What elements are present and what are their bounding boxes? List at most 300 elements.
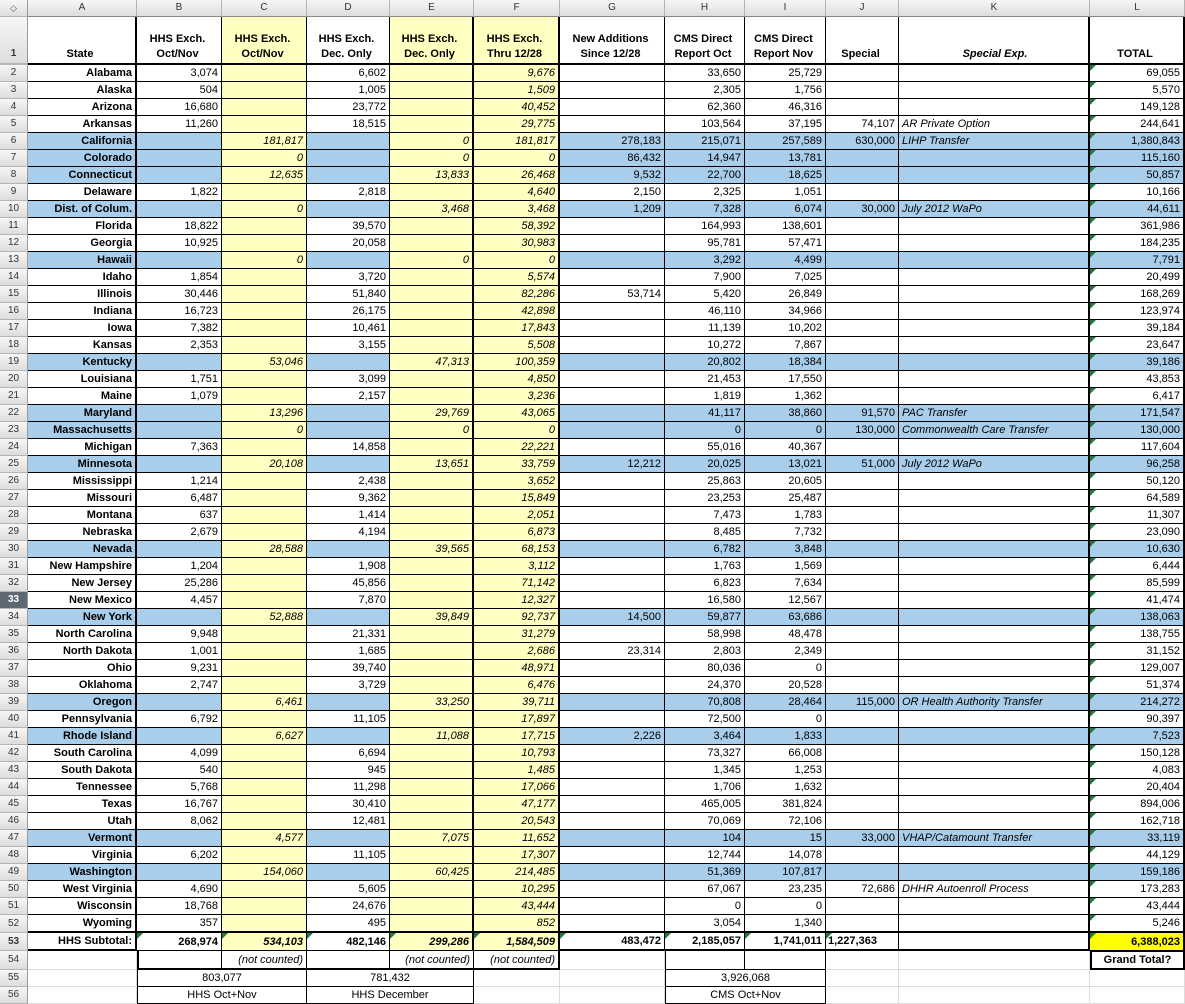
cell-D21[interactable]: 2,157 bbox=[307, 388, 390, 405]
cell-H31[interactable]: 1,763 bbox=[665, 558, 745, 575]
cell-A32[interactable]: New Jersey bbox=[28, 575, 137, 592]
row-header-50[interactable]: 50 bbox=[0, 881, 28, 898]
cell-C18[interactable] bbox=[222, 337, 307, 354]
cell-L46[interactable]: 162,718 bbox=[1090, 813, 1185, 830]
cell-K52[interactable] bbox=[899, 915, 1090, 933]
cell-B50[interactable]: 4,690 bbox=[137, 881, 222, 898]
cell-E10[interactable]: 3,468 bbox=[390, 201, 474, 218]
cell-H45[interactable]: 465,005 bbox=[665, 796, 745, 813]
cell-C48[interactable] bbox=[222, 847, 307, 864]
cell-I48[interactable]: 14,078 bbox=[745, 847, 826, 864]
cell-J33[interactable] bbox=[826, 592, 899, 609]
cell-B14[interactable]: 1,854 bbox=[137, 269, 222, 286]
cell-J11[interactable] bbox=[826, 218, 899, 235]
cell-K55[interactable] bbox=[899, 970, 1090, 987]
cell-C11[interactable] bbox=[222, 218, 307, 235]
cell-H32[interactable]: 6,823 bbox=[665, 575, 745, 592]
cell-A38[interactable]: Oklahoma bbox=[28, 677, 137, 694]
cell-L31[interactable]: 6,444 bbox=[1090, 558, 1185, 575]
cell-F25[interactable]: 33,759 bbox=[474, 456, 560, 473]
cell-J17[interactable] bbox=[826, 320, 899, 337]
cell-A30[interactable]: Nevada bbox=[28, 541, 137, 558]
cell-F9[interactable]: 4,640 bbox=[474, 184, 560, 201]
cell-D30[interactable] bbox=[307, 541, 390, 558]
cell-E20[interactable] bbox=[390, 371, 474, 388]
cell-B32[interactable]: 25,286 bbox=[137, 575, 222, 592]
cell-L30[interactable]: 10,630 bbox=[1090, 541, 1185, 558]
column-title-F[interactable]: HHS Exch. Thru 12/28 bbox=[474, 17, 560, 65]
cell-I22[interactable]: 38,860 bbox=[745, 405, 826, 422]
cell-K10[interactable]: July 2012 WaPo bbox=[899, 201, 1090, 218]
cell-D25[interactable] bbox=[307, 456, 390, 473]
row-header-55[interactable]: 55 bbox=[0, 970, 28, 987]
cell-A36[interactable]: North Dakota bbox=[28, 643, 137, 660]
cell-G20[interactable] bbox=[560, 371, 665, 388]
cell-A35[interactable]: North Carolina bbox=[28, 626, 137, 643]
row-header-17[interactable]: 17 bbox=[0, 320, 28, 337]
column-header-B[interactable]: B bbox=[137, 0, 222, 17]
cell-H26[interactable]: 25,863 bbox=[665, 473, 745, 490]
cell-B52[interactable]: 357 bbox=[137, 915, 222, 933]
cell-H22[interactable]: 41,117 bbox=[665, 405, 745, 422]
row-header-14[interactable]: 14 bbox=[0, 269, 28, 286]
cell-C6[interactable]: 181,817 bbox=[222, 133, 307, 150]
cell-L4[interactable]: 149,128 bbox=[1090, 99, 1185, 116]
cell-H17[interactable]: 11,139 bbox=[665, 320, 745, 337]
cell-A11[interactable]: Florida bbox=[28, 218, 137, 235]
cell-K27[interactable] bbox=[899, 490, 1090, 507]
cell-B9[interactable]: 1,822 bbox=[137, 184, 222, 201]
cell-G33[interactable] bbox=[560, 592, 665, 609]
cell-I12[interactable]: 57,471 bbox=[745, 235, 826, 252]
cell-L49[interactable]: 159,186 bbox=[1090, 864, 1185, 881]
cell-H10[interactable]: 7,328 bbox=[665, 201, 745, 218]
row-header-51[interactable]: 51 bbox=[0, 898, 28, 915]
cell-K46[interactable] bbox=[899, 813, 1090, 830]
cell-H5[interactable]: 103,564 bbox=[665, 116, 745, 133]
cell-L7[interactable]: 115,160 bbox=[1090, 150, 1185, 167]
cell-A26[interactable]: Mississippi bbox=[28, 473, 137, 490]
cell-C52[interactable] bbox=[222, 915, 307, 933]
cell-F49[interactable]: 214,485 bbox=[474, 864, 560, 881]
cell-D28[interactable]: 1,414 bbox=[307, 507, 390, 524]
cell-E15[interactable] bbox=[390, 286, 474, 303]
cell-H37[interactable]: 80,036 bbox=[665, 660, 745, 677]
cell-I33[interactable]: 12,567 bbox=[745, 592, 826, 609]
cell-I52[interactable]: 1,340 bbox=[745, 915, 826, 933]
cell-H54[interactable] bbox=[665, 951, 745, 970]
cell-E5[interactable] bbox=[390, 116, 474, 133]
cell-A53[interactable]: HHS Subtotal: bbox=[28, 933, 137, 951]
cell-K28[interactable] bbox=[899, 507, 1090, 524]
cell-C22[interactable]: 13,296 bbox=[222, 405, 307, 422]
cell-K51[interactable] bbox=[899, 898, 1090, 915]
cell-H24[interactable]: 55,016 bbox=[665, 439, 745, 456]
row-header-35[interactable]: 35 bbox=[0, 626, 28, 643]
cell-C37[interactable] bbox=[222, 660, 307, 677]
cell-A45[interactable]: Texas bbox=[28, 796, 137, 813]
cell-K15[interactable] bbox=[899, 286, 1090, 303]
cell-I44[interactable]: 1,632 bbox=[745, 779, 826, 796]
cell-J39[interactable]: 115,000 bbox=[826, 694, 899, 711]
row-header-16[interactable]: 16 bbox=[0, 303, 28, 320]
cell-A21[interactable]: Maine bbox=[28, 388, 137, 405]
cell-G53[interactable]: 483,472 bbox=[560, 933, 665, 951]
cell-I27[interactable]: 25,487 bbox=[745, 490, 826, 507]
cell-D18[interactable]: 3,155 bbox=[307, 337, 390, 354]
cell-K2[interactable] bbox=[899, 65, 1090, 82]
cell-G32[interactable] bbox=[560, 575, 665, 592]
cell-L9[interactable]: 10,166 bbox=[1090, 184, 1185, 201]
cell-E19[interactable]: 47,313 bbox=[390, 354, 474, 371]
cell-H33[interactable]: 16,580 bbox=[665, 592, 745, 609]
cell-A54[interactable] bbox=[28, 951, 137, 970]
cell-F43[interactable]: 1,485 bbox=[474, 762, 560, 779]
cell-G50[interactable] bbox=[560, 881, 665, 898]
cell-C53[interactable]: 534,103 bbox=[222, 933, 307, 951]
cell-F14[interactable]: 5,574 bbox=[474, 269, 560, 286]
cell-D8[interactable] bbox=[307, 167, 390, 184]
cell-B54[interactable] bbox=[137, 951, 222, 970]
cell-I15[interactable]: 26,849 bbox=[745, 286, 826, 303]
cell-B44[interactable]: 5,768 bbox=[137, 779, 222, 796]
column-title-C[interactable]: HHS Exch. Oct/Nov bbox=[222, 17, 307, 65]
column-header-J[interactable]: J bbox=[826, 0, 899, 17]
cell-I21[interactable]: 1,362 bbox=[745, 388, 826, 405]
cell-D26[interactable]: 2,438 bbox=[307, 473, 390, 490]
cell-J31[interactable] bbox=[826, 558, 899, 575]
cell-C25[interactable]: 20,108 bbox=[222, 456, 307, 473]
cell-D20[interactable]: 3,099 bbox=[307, 371, 390, 388]
row-header-36[interactable]: 36 bbox=[0, 643, 28, 660]
cell-D14[interactable]: 3,720 bbox=[307, 269, 390, 286]
cell-H44[interactable]: 1,706 bbox=[665, 779, 745, 796]
cell-G28[interactable] bbox=[560, 507, 665, 524]
cell-F41[interactable]: 17,715 bbox=[474, 728, 560, 745]
cell-K40[interactable] bbox=[899, 711, 1090, 728]
cell-B15[interactable]: 30,446 bbox=[137, 286, 222, 303]
cell-I29[interactable]: 7,732 bbox=[745, 524, 826, 541]
cell-C45[interactable] bbox=[222, 796, 307, 813]
cell-L17[interactable]: 39,184 bbox=[1090, 320, 1185, 337]
cell-F42[interactable]: 10,793 bbox=[474, 745, 560, 762]
cell-E24[interactable] bbox=[390, 439, 474, 456]
cell-J18[interactable] bbox=[826, 337, 899, 354]
row-header-43[interactable]: 43 bbox=[0, 762, 28, 779]
cell-J46[interactable] bbox=[826, 813, 899, 830]
cell-B40[interactable]: 6,792 bbox=[137, 711, 222, 728]
cell-E53[interactable]: 299,286 bbox=[390, 933, 474, 951]
row-header-39[interactable]: 39 bbox=[0, 694, 28, 711]
cell-B19[interactable] bbox=[137, 354, 222, 371]
cell-B24[interactable]: 7,363 bbox=[137, 439, 222, 456]
cell-J26[interactable] bbox=[826, 473, 899, 490]
cell-L28[interactable]: 11,307 bbox=[1090, 507, 1185, 524]
cell-L15[interactable]: 168,269 bbox=[1090, 286, 1185, 303]
cell-A14[interactable]: Idaho bbox=[28, 269, 137, 286]
cell-L18[interactable]: 23,647 bbox=[1090, 337, 1185, 354]
cell-D29[interactable]: 4,194 bbox=[307, 524, 390, 541]
cell-B12[interactable]: 10,925 bbox=[137, 235, 222, 252]
cell-D23[interactable] bbox=[307, 422, 390, 439]
cell-B8[interactable] bbox=[137, 167, 222, 184]
cell-C44[interactable] bbox=[222, 779, 307, 796]
cell-I38[interactable]: 20,528 bbox=[745, 677, 826, 694]
cell-F35[interactable]: 31,279 bbox=[474, 626, 560, 643]
cell-D34[interactable] bbox=[307, 609, 390, 626]
cell-G4[interactable] bbox=[560, 99, 665, 116]
cell-A22[interactable]: Maryland bbox=[28, 405, 137, 422]
row-header-27[interactable]: 27 bbox=[0, 490, 28, 507]
cell-E37[interactable] bbox=[390, 660, 474, 677]
cell-A3[interactable]: Alaska bbox=[28, 82, 137, 99]
cell-K49[interactable] bbox=[899, 864, 1090, 881]
cell-I25[interactable]: 13,021 bbox=[745, 456, 826, 473]
cell-I46[interactable]: 72,106 bbox=[745, 813, 826, 830]
cell-L12[interactable]: 184,235 bbox=[1090, 235, 1185, 252]
cell-D17[interactable]: 10,461 bbox=[307, 320, 390, 337]
cell-J21[interactable] bbox=[826, 388, 899, 405]
cell-A20[interactable]: Louisiana bbox=[28, 371, 137, 388]
cell-I54[interactable] bbox=[745, 951, 826, 970]
cell-J7[interactable] bbox=[826, 150, 899, 167]
cell-E39[interactable]: 33,250 bbox=[390, 694, 474, 711]
cell-D11[interactable]: 39,570 bbox=[307, 218, 390, 235]
cell-B25[interactable] bbox=[137, 456, 222, 473]
cell-J4[interactable] bbox=[826, 99, 899, 116]
row-header-18[interactable]: 18 bbox=[0, 337, 28, 354]
cell-D40[interactable]: 11,105 bbox=[307, 711, 390, 728]
cell-D24[interactable]: 14,858 bbox=[307, 439, 390, 456]
cell-A56[interactable] bbox=[28, 987, 137, 1004]
cell-J38[interactable] bbox=[826, 677, 899, 694]
cell-D31[interactable]: 1,908 bbox=[307, 558, 390, 575]
cell-A27[interactable]: Missouri bbox=[28, 490, 137, 507]
cell-E17[interactable] bbox=[390, 320, 474, 337]
cell-D12[interactable]: 20,058 bbox=[307, 235, 390, 252]
cell-L3[interactable]: 5,570 bbox=[1090, 82, 1185, 99]
cell-D27[interactable]: 9,362 bbox=[307, 490, 390, 507]
cell-E38[interactable] bbox=[390, 677, 474, 694]
cell-E54[interactable]: (not counted) bbox=[390, 951, 474, 970]
cell-B36[interactable]: 1,001 bbox=[137, 643, 222, 660]
cell-I7[interactable]: 13,781 bbox=[745, 150, 826, 167]
cell-L16[interactable]: 123,974 bbox=[1090, 303, 1185, 320]
cell-C35[interactable] bbox=[222, 626, 307, 643]
cell-B55-C55[interactable]: 803,077 bbox=[137, 970, 307, 987]
cell-G9[interactable]: 2,150 bbox=[560, 184, 665, 201]
cell-L11[interactable]: 361,986 bbox=[1090, 218, 1185, 235]
cell-H27[interactable]: 23,253 bbox=[665, 490, 745, 507]
row-header-1[interactable]: 1 bbox=[0, 17, 28, 65]
cell-K48[interactable] bbox=[899, 847, 1090, 864]
cell-D35[interactable]: 21,331 bbox=[307, 626, 390, 643]
cell-E23[interactable]: 0 bbox=[390, 422, 474, 439]
cell-J55[interactable] bbox=[826, 970, 899, 987]
cell-G46[interactable] bbox=[560, 813, 665, 830]
cell-E2[interactable] bbox=[390, 65, 474, 82]
cell-B17[interactable]: 7,382 bbox=[137, 320, 222, 337]
cell-K38[interactable] bbox=[899, 677, 1090, 694]
cell-G26[interactable] bbox=[560, 473, 665, 490]
column-title-G[interactable]: New Additions Since 12/28 bbox=[560, 17, 665, 65]
cell-F15[interactable]: 82,286 bbox=[474, 286, 560, 303]
cell-D56-E56[interactable]: HHS December bbox=[307, 987, 474, 1004]
cell-J16[interactable] bbox=[826, 303, 899, 320]
cell-H4[interactable]: 62,360 bbox=[665, 99, 745, 116]
cell-C54[interactable]: (not counted) bbox=[222, 951, 307, 970]
cell-E27[interactable] bbox=[390, 490, 474, 507]
cell-F47[interactable]: 11,652 bbox=[474, 830, 560, 847]
cell-F37[interactable]: 48,971 bbox=[474, 660, 560, 677]
cell-L6[interactable]: 1,380,843 bbox=[1090, 133, 1185, 150]
cell-I37[interactable]: 0 bbox=[745, 660, 826, 677]
cell-A7[interactable]: Colorado bbox=[28, 150, 137, 167]
cell-A13[interactable]: Hawaii bbox=[28, 252, 137, 269]
cell-A50[interactable]: West Virginia bbox=[28, 881, 137, 898]
cell-E9[interactable] bbox=[390, 184, 474, 201]
cell-F54[interactable]: (not counted) bbox=[474, 951, 560, 970]
cell-A51[interactable]: Wisconsin bbox=[28, 898, 137, 915]
cell-J43[interactable] bbox=[826, 762, 899, 779]
cell-K26[interactable] bbox=[899, 473, 1090, 490]
cell-E32[interactable] bbox=[390, 575, 474, 592]
cell-I34[interactable]: 63,686 bbox=[745, 609, 826, 626]
cell-C10[interactable]: 0 bbox=[222, 201, 307, 218]
cell-G40[interactable] bbox=[560, 711, 665, 728]
cell-H11[interactable]: 164,993 bbox=[665, 218, 745, 235]
cell-H13[interactable]: 3,292 bbox=[665, 252, 745, 269]
cell-F16[interactable]: 42,898 bbox=[474, 303, 560, 320]
cell-A16[interactable]: Indiana bbox=[28, 303, 137, 320]
cell-B41[interactable] bbox=[137, 728, 222, 745]
row-header-15[interactable]: 15 bbox=[0, 286, 28, 303]
row-header-42[interactable]: 42 bbox=[0, 745, 28, 762]
cell-K21[interactable] bbox=[899, 388, 1090, 405]
cell-L13[interactable]: 7,791 bbox=[1090, 252, 1185, 269]
cell-A9[interactable]: Delaware bbox=[28, 184, 137, 201]
cell-C3[interactable] bbox=[222, 82, 307, 99]
cell-C5[interactable] bbox=[222, 116, 307, 133]
cell-I45[interactable]: 381,824 bbox=[745, 796, 826, 813]
cell-K18[interactable] bbox=[899, 337, 1090, 354]
cell-B3[interactable]: 504 bbox=[137, 82, 222, 99]
cell-C27[interactable] bbox=[222, 490, 307, 507]
cell-I30[interactable]: 3,848 bbox=[745, 541, 826, 558]
cell-F22[interactable]: 43,065 bbox=[474, 405, 560, 422]
cell-J36[interactable] bbox=[826, 643, 899, 660]
cell-B18[interactable]: 2,353 bbox=[137, 337, 222, 354]
cell-J5[interactable]: 74,107 bbox=[826, 116, 899, 133]
row-header-31[interactable]: 31 bbox=[0, 558, 28, 575]
column-title-J[interactable]: Special bbox=[826, 17, 899, 65]
cell-G29[interactable] bbox=[560, 524, 665, 541]
cell-C7[interactable]: 0 bbox=[222, 150, 307, 167]
cell-F53[interactable]: 1,584,509 bbox=[474, 933, 560, 951]
row-header-28[interactable]: 28 bbox=[0, 507, 28, 524]
cell-G18[interactable] bbox=[560, 337, 665, 354]
cell-F10[interactable]: 3,468 bbox=[474, 201, 560, 218]
cell-I13[interactable]: 4,499 bbox=[745, 252, 826, 269]
cell-F56[interactable] bbox=[474, 987, 560, 1004]
cell-G38[interactable] bbox=[560, 677, 665, 694]
cell-C8[interactable]: 12,635 bbox=[222, 167, 307, 184]
cell-L26[interactable]: 50,120 bbox=[1090, 473, 1185, 490]
cell-G6[interactable]: 278,183 bbox=[560, 133, 665, 150]
row-header-33[interactable]: 33 bbox=[0, 592, 28, 609]
cell-I14[interactable]: 7,025 bbox=[745, 269, 826, 286]
cell-B35[interactable]: 9,948 bbox=[137, 626, 222, 643]
cell-G48[interactable] bbox=[560, 847, 665, 864]
cell-G12[interactable] bbox=[560, 235, 665, 252]
cell-G7[interactable]: 86,432 bbox=[560, 150, 665, 167]
cell-L2[interactable]: 69,055 bbox=[1090, 65, 1185, 82]
cell-K3[interactable] bbox=[899, 82, 1090, 99]
cell-D33[interactable]: 7,870 bbox=[307, 592, 390, 609]
cell-E3[interactable] bbox=[390, 82, 474, 99]
cell-E46[interactable] bbox=[390, 813, 474, 830]
row-header-38[interactable]: 38 bbox=[0, 677, 28, 694]
cell-H50[interactable]: 67,067 bbox=[665, 881, 745, 898]
cell-F27[interactable]: 15,849 bbox=[474, 490, 560, 507]
cell-F52[interactable]: 852 bbox=[474, 915, 560, 933]
cell-B39[interactable] bbox=[137, 694, 222, 711]
cell-B16[interactable]: 16,723 bbox=[137, 303, 222, 320]
cell-K45[interactable] bbox=[899, 796, 1090, 813]
cell-G30[interactable] bbox=[560, 541, 665, 558]
cell-F11[interactable]: 58,392 bbox=[474, 218, 560, 235]
column-header-E[interactable]: E bbox=[390, 0, 474, 17]
row-header-7[interactable]: 7 bbox=[0, 150, 28, 167]
cell-G23[interactable] bbox=[560, 422, 665, 439]
row-header-29[interactable]: 29 bbox=[0, 524, 28, 541]
column-header-C[interactable]: C bbox=[222, 0, 307, 17]
cell-H16[interactable]: 46,110 bbox=[665, 303, 745, 320]
cell-L45[interactable]: 894,006 bbox=[1090, 796, 1185, 813]
cell-A2[interactable]: Alabama bbox=[28, 65, 137, 82]
cell-A47[interactable]: Vermont bbox=[28, 830, 137, 847]
cell-B31[interactable]: 1,204 bbox=[137, 558, 222, 575]
cell-A5[interactable]: Arkansas bbox=[28, 116, 137, 133]
cell-C47[interactable]: 4,577 bbox=[222, 830, 307, 847]
cell-B20[interactable]: 1,751 bbox=[137, 371, 222, 388]
cell-I20[interactable]: 17,550 bbox=[745, 371, 826, 388]
cell-H8[interactable]: 22,700 bbox=[665, 167, 745, 184]
cell-D22[interactable] bbox=[307, 405, 390, 422]
cell-E16[interactable] bbox=[390, 303, 474, 320]
cell-H55-I55[interactable]: 3,926,068 bbox=[665, 970, 826, 987]
cell-G3[interactable] bbox=[560, 82, 665, 99]
cell-B10[interactable] bbox=[137, 201, 222, 218]
cell-A41[interactable]: Rhode Island bbox=[28, 728, 137, 745]
cell-C40[interactable] bbox=[222, 711, 307, 728]
cell-D38[interactable]: 3,729 bbox=[307, 677, 390, 694]
cell-F8[interactable]: 26,468 bbox=[474, 167, 560, 184]
cell-J14[interactable] bbox=[826, 269, 899, 286]
cell-H9[interactable]: 2,325 bbox=[665, 184, 745, 201]
cell-E36[interactable] bbox=[390, 643, 474, 660]
cell-A19[interactable]: Kentucky bbox=[28, 354, 137, 371]
row-header-37[interactable]: 37 bbox=[0, 660, 28, 677]
cell-K39[interactable]: OR Health Authority Transfer bbox=[899, 694, 1090, 711]
cell-L36[interactable]: 31,152 bbox=[1090, 643, 1185, 660]
cell-I19[interactable]: 18,384 bbox=[745, 354, 826, 371]
cell-F17[interactable]: 17,843 bbox=[474, 320, 560, 337]
cell-I41[interactable]: 1,833 bbox=[745, 728, 826, 745]
cell-B53[interactable]: 268,974 bbox=[137, 933, 222, 951]
cell-B56-C56[interactable]: HHS Oct+Nov bbox=[137, 987, 307, 1004]
cell-E4[interactable] bbox=[390, 99, 474, 116]
